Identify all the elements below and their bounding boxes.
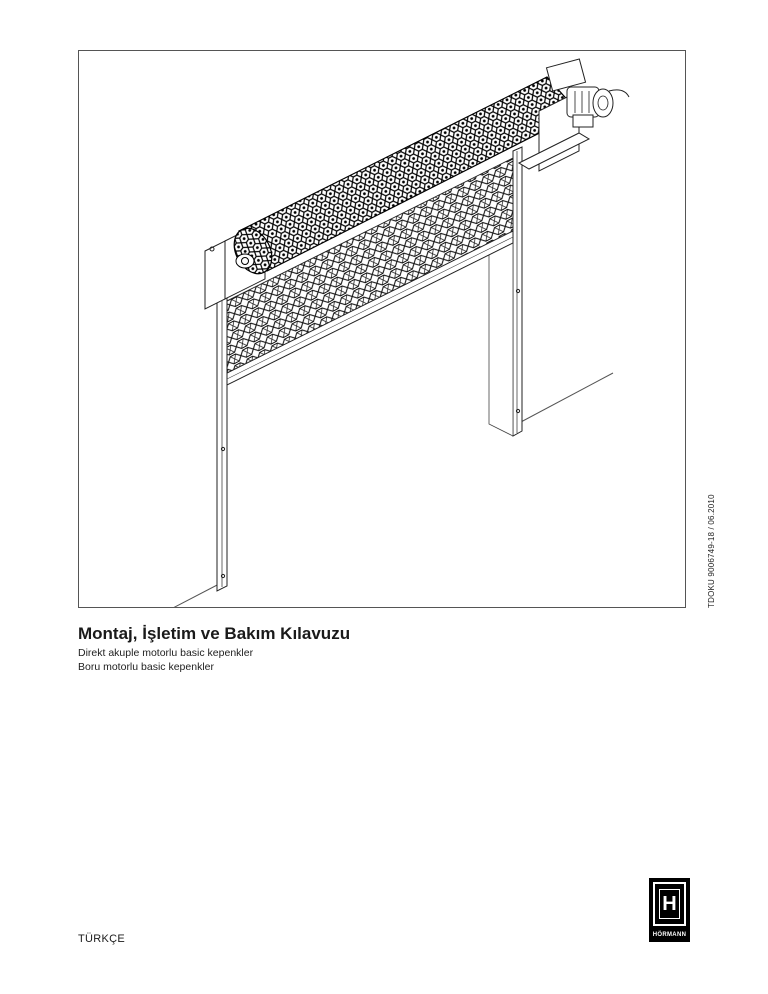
hormann-logo [649,878,690,942]
document-title: Montaj, İşletim ve Bakım Kılavuzu [78,624,351,643]
document-subtitle-1: Direkt akuple motorlu basic kepenkler [78,647,254,659]
floor-line-right [519,373,613,423]
product-illustration [78,50,686,608]
right-guide-rail [513,147,522,436]
document-code: TDOKU 9006749-18 / 06.2010 [707,494,716,608]
language-label: TÜRKÇE [78,933,126,945]
logo-brand-name: HÖRMANN [652,932,687,938]
logo-letter: H [662,893,677,915]
document-subtitle-2: Boru motorlu basic kepenkler [78,661,214,673]
logo-frame [653,882,686,926]
left-bracket [205,241,225,309]
floor-line-left [171,583,221,608]
logo-inner-frame [659,889,680,919]
rolling-shutter-drawing [79,51,686,608]
